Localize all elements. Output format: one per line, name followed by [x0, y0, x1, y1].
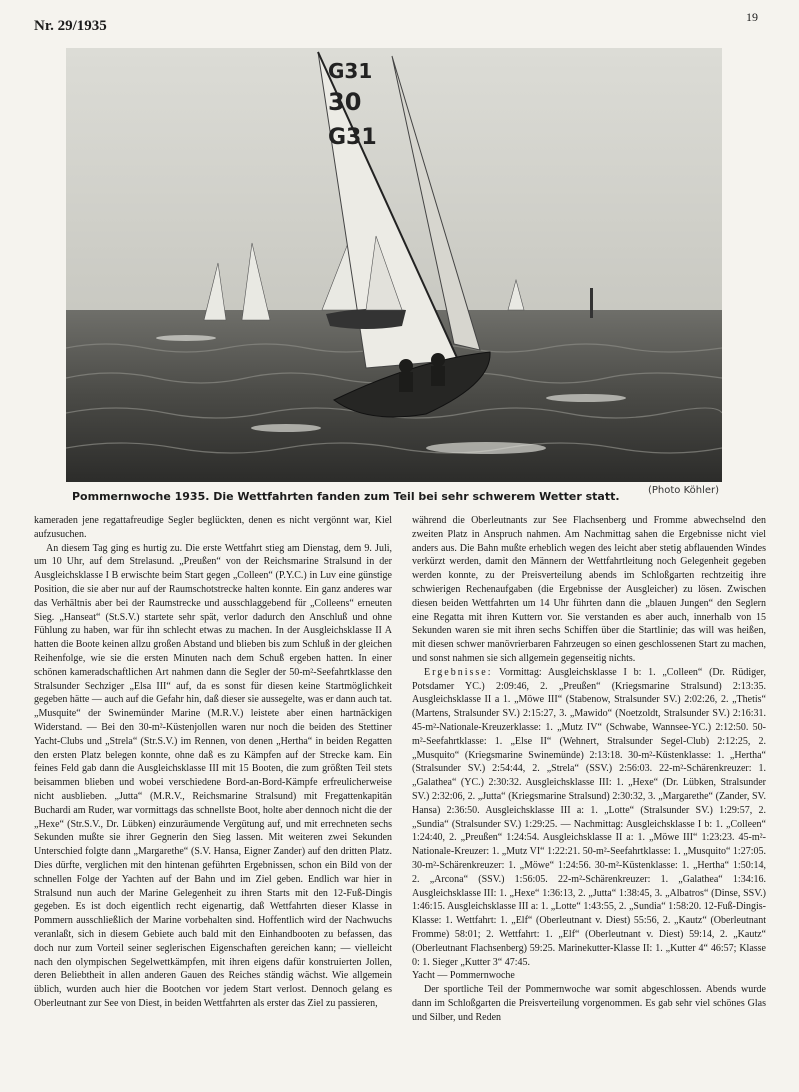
- left-column: [34, 514, 392, 1011]
- sail-number-middle: 30: [328, 88, 362, 116]
- regatta-photo: [66, 48, 722, 482]
- right-column: [412, 514, 766, 1024]
- paragraph: An diesem Tag ging es hurtig zu. Die erste Wettfahrt stieg am Dienstag, dem 9. Juli, um 10 Uhr, auf dem Strelasund. „Preußen“ von der Reichsmarine Stralsund in der Ausgleichsklasse I B erwischte beim Start gegen „Colleen“ (P.Y.C.) in Luv eine günstige Position, die sie aber nur auf der Raumschotstrecke halten konnte. Ein ganz anderes war das Verhältnis aber bei der Raumstrecke und ausschlaggebend für „Colleens“ erneuten Sieg. „Hanseat“ (St.S.V.) startete sehr spät, verlor dadurch den Anschluß und ohne Fühlung zu haben, war für ihn schlecht etwas zu machen. In der Ausgleichsklasse II A hatten die Boote keinen allzu großen Abstand und blieben bis zum Schluß in der gleichen Reihenfolge, wie sie die ersten Minuten nach dem Schuß ergeben hatten. In einer schönen kameradschaftlichen Art nahmen dann die Segler der 50-m²-Seefahrtklasse den Stralsunder Sechziger „Elsa III“ auf, da es sonst für diesen keine Startmöglichkeit gegeben hätte — auch auf die Gefahr hin, daß dieser sie aussegelte, was er dann auch tat. „Musquite“ der Swinemünder Marine (M.R.V.) leistete aber einen hartnäckigen Widerstand. — Bei den 30-m²-Küstenjollen waren nur noch die beiden des Stettiner Yacht-Clubs und „Strela“ (Str.S.V.) im Rennen, von denen „Hertha“ in beiden Regatten den ersten Platz belegen konnte, ohne daß es zu Kämpfen auf der Strecke kam. Ein feines Feld gab dann die Ausgleichsklasse III mit 15 Booten, die zum größten Teil stets beisammen blieben und wobei verschiedene Bord-an-Bord-Kämpfe erfreulicherweise nicht ausblieben. „Jutta“ (M.R.V., Reichsmarine Stralsund) mit Fregattenkapitän Buchardi am Ruder, war vormittags das schnellste Boot, holte aber dennoch nicht die der „Hexe“ (Str.S.V., Dr. Lübken) einzuräumende Vergütung auf, und mit errechneten sechs Sekunden mußte sie ihrer Gegnerin den Sieg lassen. Mit weiteren zwei Sekunden Unterschied folgte dann „Margarethe“ (S.V. Hansa, Eigner Zander) auf den dritten Platz. Dies dürfte, verglichen mit den hintenan geführten Ergebnissen, schon ein Bild von der schnellen Folge der Yachten auf der Bahn und im Ziel geben. Endlich war hier in Stralsund nun auch der Marine Gelegenheit zu ihren Starts mit den 12-Fuß-Dingis gegeben. Es ist doch eigentlich recht eigenartig, daß Wettfahrten dieser Klasse in Pommern ausschließlich der Marine vorbehalten sind. Hoffentlich wird der Nachwuchs veranlaßt, sich in diesem Gebiete auch bald mit den Einhandbooten zu befassen, das doch nur zum Vorteil seiner seglerischen Eigenschaften gereichen kann; — vielleicht nach den olympischen Segelwettkämpfen, mit ihren eigens dafür konstruierten Jollen, deren Beliebtheit in allen anderen Gauen des Reiches ständig wächst. Wie allgemein üblich, wurden auch hier die Bootchen vor jedem Start verlost. Dennoch gelang es Oberleutnant zur See von Diest, in beiden Wettfahrten als erster das Ziel zu passieren,: [34, 542, 392, 1009]
- paragraph: Der sportliche Teil der Pommernwoche war somit abgeschlossen. Abends wurde dann im Schloßgarten die Preisverteilung vorgenommen. Es gab sehr viel schönes Glas und Silber, und Reden: [412, 984, 766, 1023]
- source-line: Yacht — Pommernwoche: [412, 970, 515, 982]
- results-text: Vormittag: Ausgleichsklasse I b: 1. „Colleen“ (Dr. Rüdiger, Potsdamer YC.) 2:09:46, 2. „Preußen“ (Kriegsmarine Stralsund) 2:13:35. Ausgleichsklasse II a 1. „Möwe III“ (Stabenow, Stralsunder SV.) 2:02:26, 2. „Thetis“ (Martens, Stralsunder SV.) 2:15:27, 3. „Mawido“ (Noetzoldt, Stralsunder SV.) 2:16:31. 45-m²-Nationale-Kreuzerklasse: 1. „Mutz IV“ (Schwabe, Wannsee-YC.) 2:12:50. 50-m²-Seefahrtklasse: 1. „Else II“ (Wehnert, Stralsunder Segel-Club) 2:12:25, 2. „Musquito“ (Kriegsmarine Swinemünde) 2:13:18. 30-m²-Küstenklasse: 1. „Hertha“ (Stralsunder SV.) 2:54:44, 2. „Strela“ (SSV.) 2:56:03. 22-m²-Schärenkreuzer: 1. „Galathea“ (YC.) 2:30:32. Ausgleichsklasse III: 1. „Hexe“ (Dr. Lübken, Stralsunder SV.) 2:32:06, 2. „Jutta“ (Kriegsmarine Stralsund) 2:30:32, 3. „Margarethe“ (Zander, SV. Hansa) 2:36:50. Ausgleichsklasse III a: 1. „Lotte“ (Stralsunder SV.) 1:29:57, 2. „Sundia“ (Stralsunder SV.) 1:29:25. — Nachmittag: Ausgleichsklasse I b: 1. „Colleen“ 1:24:40, 2. „Preußen“ 1:24:54. Ausgleichsklasse II a: 1. „Möwe III“ 1:23:23. 45-m²-Nationale-Kreuzer: 1. „Mutz VI“ 1:22:21. 50-m²-Seefahrtklasse: 1. „Musquito“ 1:27:05. 30-m²-Schärenkreuzer: 1. „Möwe“ 1:24:56. 30-m²-Küstenklasse: 1. „Hertha“ 1:50:14, 2. „Arcona“ (SSV.) 1:56:05. 22-m²-Schärenkreuzer: 1. „Galathea“ 1:34:16. Ausgleichsklasse III: 1. „Hexe“ 1:36:13, 2. „Jutta“ 1:38:45, 3. „Albatros“ (Dinse, SSV.) 1:46:15. Ausgleichsklasse III a: 1. „Lotte“ 1:43:55, 2. „Sundia“ 1:58:20. 12-Fuß-Dingis-Klasse: 1. Wettfahrt: 1. „Elf“ (Oberleutnant v. Diest) 55:56, 2. „Kautz“ (Oberleutnant Fromme) 58:01; 2. Wettfahrt: 1. „Elf“ (Oberleutnant v. Diest) 59:14, 2. „Kautz“ (Oberleutnant Flachsenberg) 59:25. Marinekutter-Klasse II: 1. „Kutter 4“ 46:57; Klasse 0: 1. Sieger „Kutter 3“ 47:45.: [412, 666, 766, 968]
- issue-number: Nr. 29/1935: [34, 18, 107, 34]
- sail-number-top: G31: [328, 59, 373, 83]
- paragraph: kameraden jene regattafreudige Segler beglückten, denen es nicht vergönnt war, Kiel aufzusuchen.: [34, 515, 392, 540]
- paragraph: während die Oberleutnants zur See Flachsenberg und Fromme abwechselnd den zweiten Platz in Anspruch nahmen. Am Nachmittag sahen die Ergebnisse nicht viel anders aus. Die Bahn mußte erheblich wegen des leicht aber stetig abflauenden Windes verkürzt werden, damit den Männern der Wettfahrtleitung noch Gelegenheit gegeben werden konnte, zu der Preisverteilung abends im Schloßgarten rechtzeitig ihre schwierigen Rechenaufgaben (die Ergebnisse der Ausgleicher) zu lösen. Zwischen diesen beiden Wettfahrten um 14 Uhr führten dann die „blauen Jungen“ den Seglern eine Regatta mit ihren Kuttern vor. Sie verstanden es aber auch, innerhalb von 15 Sekunden waren sie mit ihren sechs Schiffen über die Startlinie; das will was heißen, mit diesen schwer manövrierbaren Fahrzeugen so einen geschlossenen Start zu machen, und sonst nahmen sie sich allgemein gegenseitig nichts.: [412, 515, 766, 664]
- page-number: 19: [746, 10, 758, 24]
- results-paragraph: [412, 666, 766, 970]
- figure-caption: Pommernwoche 1935. Die Wettfahrten fanden zum Teil bei sehr schwerem Wetter statt.: [72, 490, 620, 503]
- photo-credit: (Photo Köhler): [648, 485, 720, 496]
- sail-number-bottom: G31: [328, 125, 377, 150]
- results-label: Ergebnisse:: [424, 666, 493, 678]
